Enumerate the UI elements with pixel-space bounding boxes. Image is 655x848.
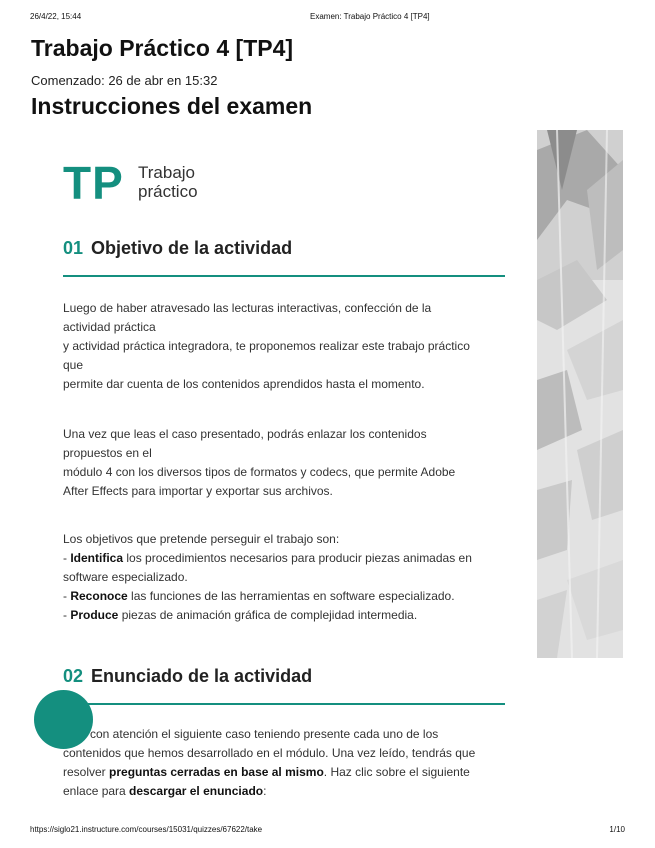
objective-keyword: Identifica — [70, 551, 124, 565]
print-url: https://siglo21.instructure.com/courses/15031/quizzes/67622/take — [30, 825, 263, 834]
section-divider — [63, 275, 505, 277]
bullet-dash: - — [63, 589, 71, 603]
text-line: Luego de haber atravesado las lecturas interactivas, confección de la — [63, 301, 432, 315]
text-line: y actividad práctica integradora, te proponemos realizar este trabajo práctico — [63, 339, 470, 353]
objective-text: los procedimientos necesarios para producir piezas animadas en — [123, 551, 472, 565]
section-heading-statement — [63, 666, 312, 687]
objective-text: piezas de animación gráfica de complejidad intermedia. — [118, 608, 418, 622]
section-title: Enunciado de la actividad — [91, 666, 313, 686]
tp-subtitle — [138, 163, 238, 201]
tp-mark: TP — [63, 157, 124, 209]
bullet-dash: - — [63, 551, 71, 565]
accent-circle-icon — [34, 690, 93, 749]
text-run: resolver — [63, 765, 110, 779]
decorative-banner-image — [537, 130, 623, 658]
instructions-title: Instrucciones del examen — [31, 93, 313, 119]
objective-text: las funciones de las herramientas en software especializado. — [127, 589, 455, 603]
emphasis-text: descargar el enunciado — [129, 784, 264, 798]
objective-item — [63, 587, 508, 606]
emphasis-text: preguntas cerradas en base al mismo — [109, 765, 324, 779]
paragraph-objectives — [63, 530, 508, 625]
print-title: Examen: Trabajo Práctico 4 [TP4] — [310, 12, 430, 21]
abstract-pattern-icon — [537, 130, 623, 658]
paragraph-statement — [63, 725, 508, 801]
text-line: After Effects para importar y exportar sus archivos. — [63, 484, 333, 498]
text-run: : — [263, 784, 267, 798]
text-line: que — [63, 358, 84, 372]
text-line: permite dar cuenta de los contenidos aprendidos hasta el momento. — [63, 377, 425, 391]
paragraph-intro — [63, 299, 508, 394]
started-timestamp: Comenzado: 26 de abr en 15:32 — [31, 73, 218, 88]
tp-subtitle-line2: práctico — [138, 182, 198, 201]
text-line — [63, 782, 508, 801]
text-run: enlace para — [63, 784, 130, 798]
text-line — [63, 763, 508, 782]
objective-item — [63, 606, 508, 625]
objective-continuation: software especializado. — [63, 570, 188, 584]
text-line: propuestos en el — [63, 446, 152, 460]
tp-subtitle-line1: Trabajo — [138, 163, 196, 182]
page-title: Trabajo Práctico 4 [TP4] — [31, 35, 294, 61]
paragraph-case — [63, 425, 508, 501]
bullet-dash: - — [63, 608, 71, 622]
objectives-intro: Los objetivos que pretende perseguir el trabajo son: — [63, 532, 340, 546]
text-line: Una vez que leas el caso presentado, podrás enlazar los contenidos — [63, 427, 427, 441]
text-line: actividad práctica — [63, 320, 156, 334]
text-run: . Haz clic sobre el siguiente — [323, 765, 470, 779]
print-date: 26/4/22, 15:44 — [30, 12, 82, 21]
section-title: Objetivo de la actividad — [91, 238, 293, 258]
text-line: con atención el siguiente caso teniendo presente cada uno de los — [90, 727, 439, 741]
section-divider — [63, 703, 505, 705]
section-number: 02 — [63, 666, 84, 686]
text-line: módulo 4 con los diversos tipos de formatos y codecs, que permite Adobe — [63, 465, 456, 479]
objective-item — [63, 549, 508, 568]
objective-keyword: Produce — [70, 608, 119, 622]
page-number: 1/10 — [609, 825, 625, 834]
objective-keyword: Reconoce — [70, 589, 128, 603]
section-number: 01 — [63, 238, 84, 258]
section-heading-objective — [63, 238, 292, 259]
text-line: contenidos que hemos desarrollado en el módulo. Una vez leído, tendrás que — [63, 746, 476, 760]
